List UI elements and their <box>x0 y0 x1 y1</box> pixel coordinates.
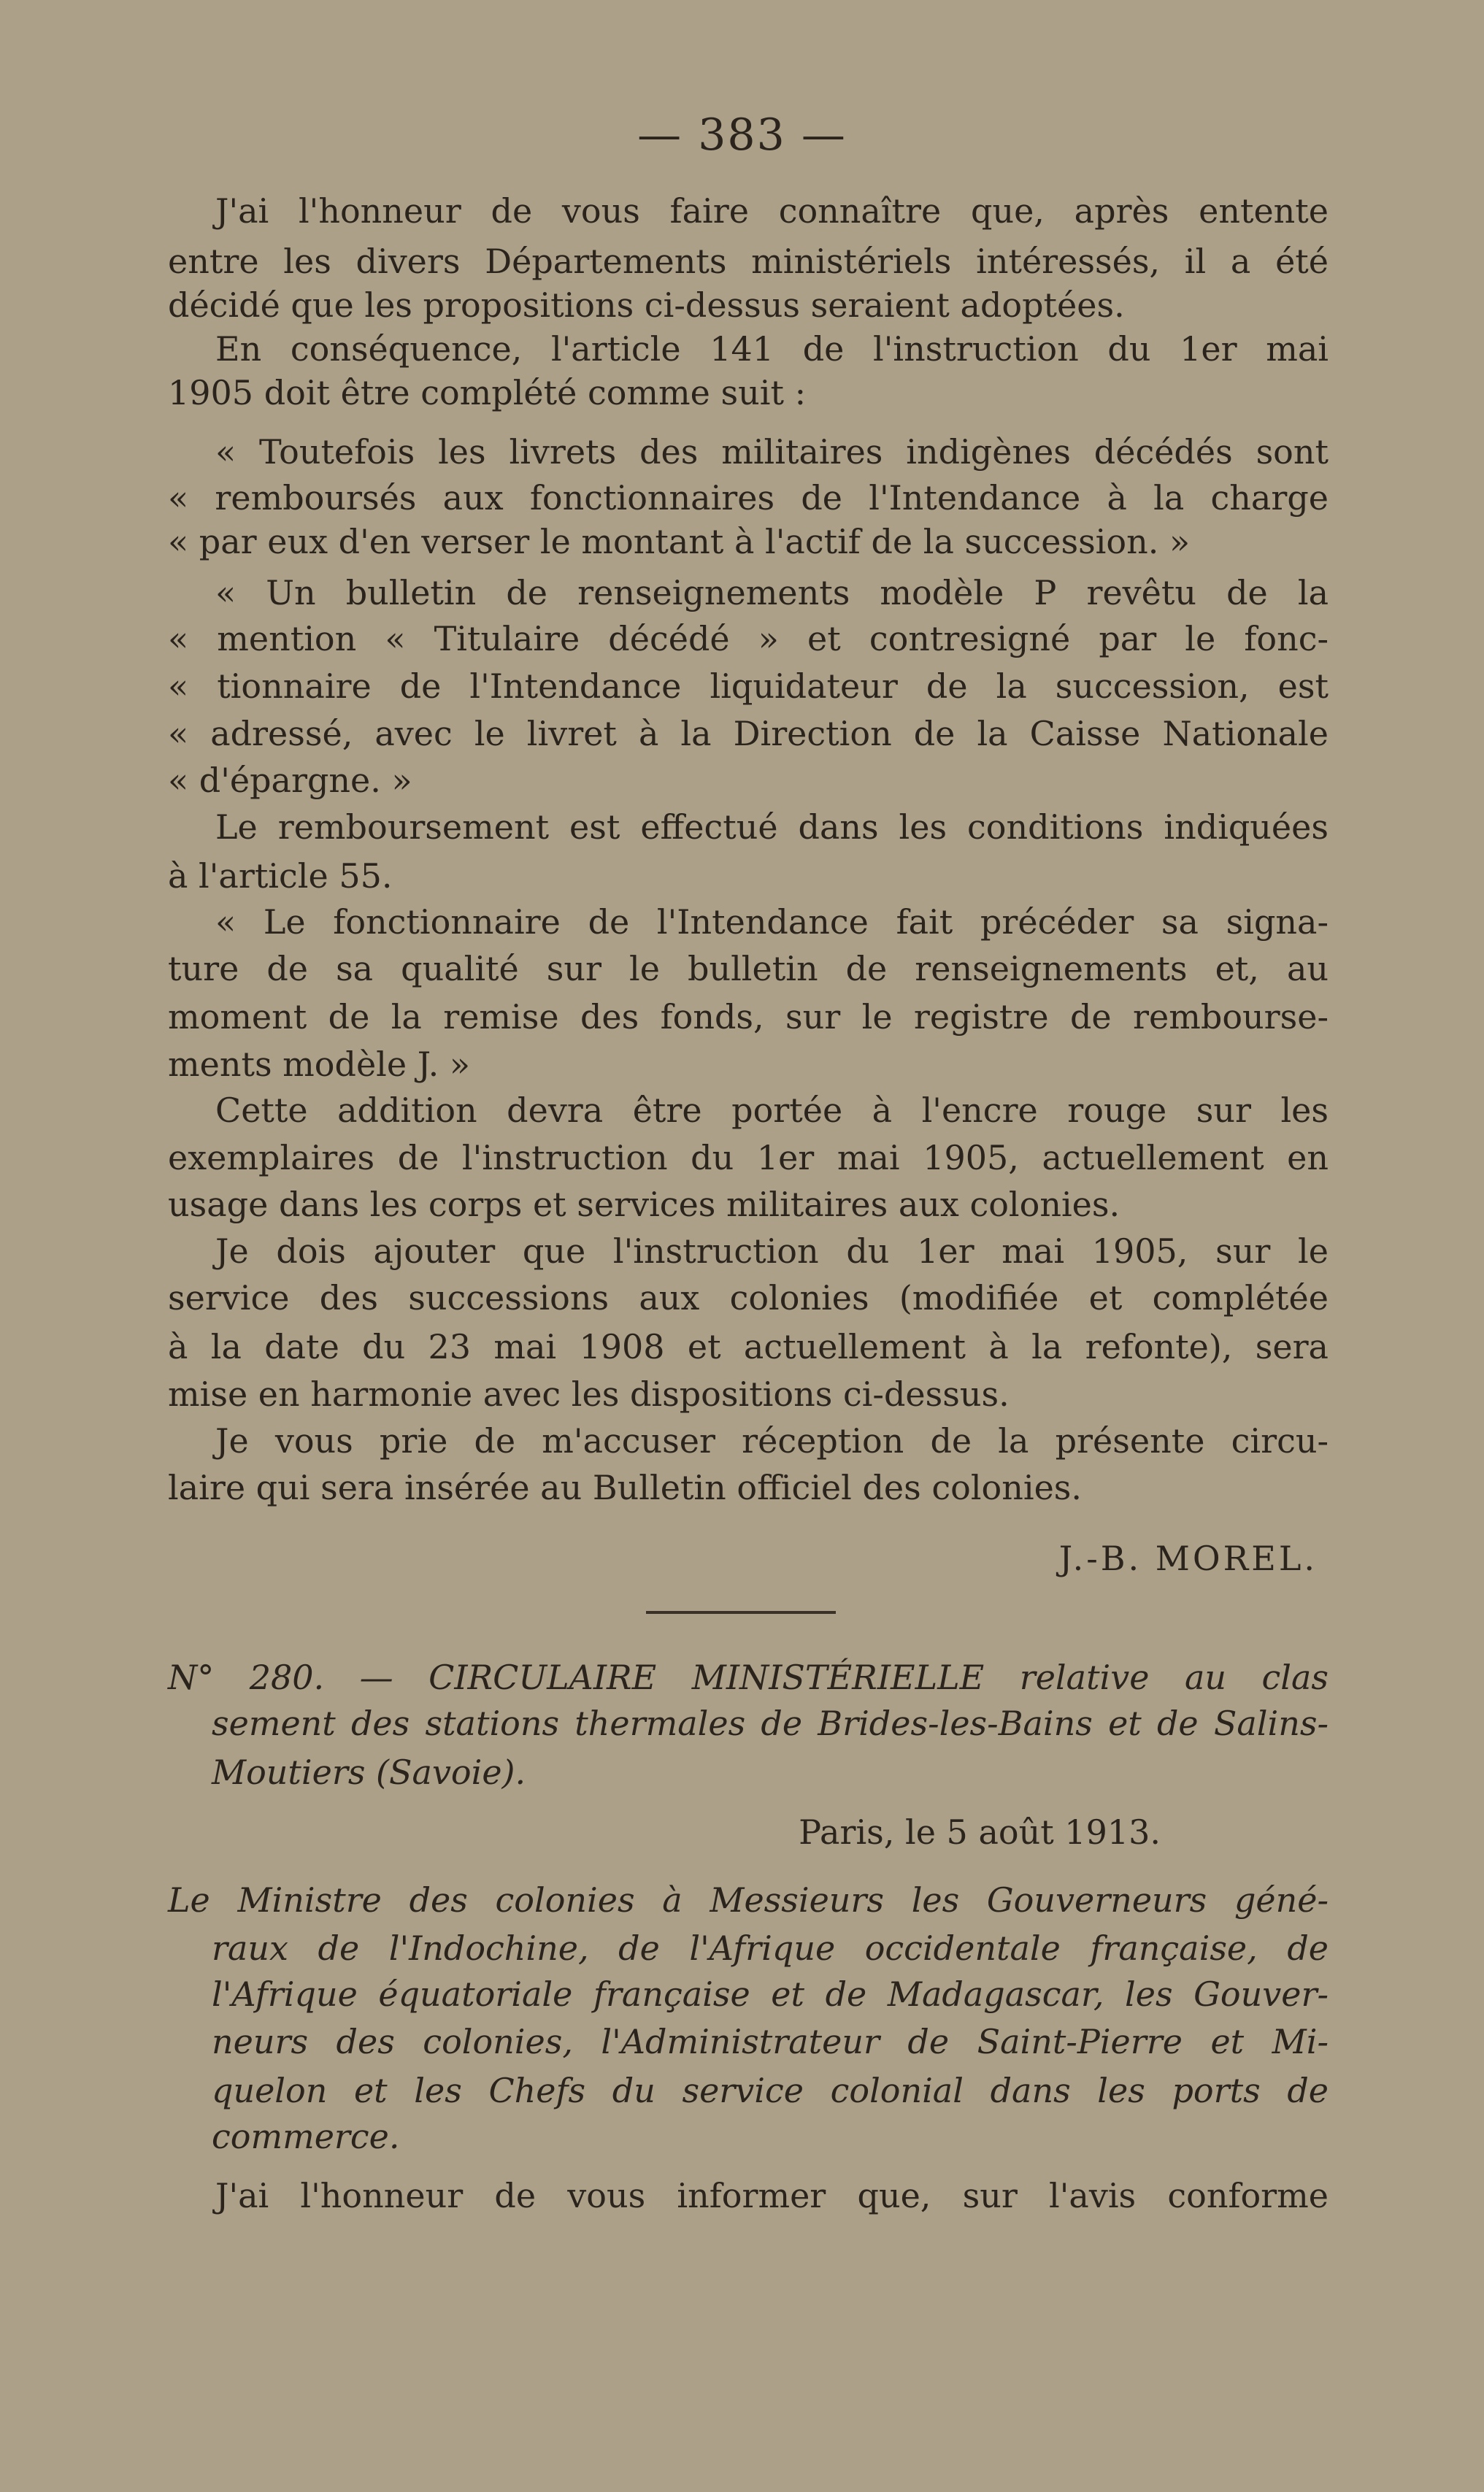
text-line: « adressé, avec le livret à la Direction de la Caisse Nationale <box>168 714 1329 753</box>
text-line: entre les divers Départements ministériels intéressés, il a été <box>168 242 1329 281</box>
address-line: quelon et les Chefs du service colonial dans les ports de <box>212 2071 1329 2110</box>
text-line: « tionnaire de l'Intendance liquidateur de la succession, est <box>168 666 1329 706</box>
text-line: à l'article 55. <box>168 856 393 896</box>
text-line: « Un bulletin de renseignements modèle P revêtu de la <box>215 573 1329 612</box>
text-line: 1905 doit être complété comme suit : <box>168 373 807 412</box>
text-line: Le remboursement est effectué dans les conditions indiquées <box>215 807 1329 847</box>
text-line: « Toutefois les livrets des militaires indigènes décédés sont <box>215 432 1329 472</box>
text-line: « Le fonctionnaire de l'Intendance fait précéder sa signa- <box>215 902 1329 942</box>
text-line: J'ai l'honneur de vous informer que, sur l'avis conforme <box>215 2176 1329 2215</box>
address-line: commerce. <box>212 2117 400 2156</box>
address-line: raux de l'Indochine, de l'Afrique occidentale française, de <box>212 1928 1329 1968</box>
text-line: ments modèle J. » <box>168 1045 470 1084</box>
text-line: laire qui sera insérée au Bulletin officiel des colonies. <box>168 1468 1083 1507</box>
text-line: à la date du 23 mai 1908 et actuellement à la refonte), sera <box>168 1327 1329 1366</box>
text-line: En conséquence, l'article 141 de l'instruction du 1er mai <box>215 329 1329 369</box>
text-line: moment de la remise des fonds, sur le registre de rembourse- <box>168 997 1329 1037</box>
text-line: mise en harmonie avec les dispositions ci-dessus. <box>168 1374 1010 1414</box>
address-line: neurs des colonies, l'Administrateur de Saint-Pierre et Mi- <box>212 2022 1329 2061</box>
circular-heading-line: Moutiers (Savoie). <box>212 1753 526 1792</box>
address-line: Le Ministre des colonies à Messieurs les Gouverneurs géné- <box>168 1880 1329 1920</box>
text-line: « d'épargne. » <box>168 761 412 800</box>
circular-date: Paris, le 5 août 1913. <box>799 1812 1161 1852</box>
text-line: Je dois ajouter que l'instruction du 1er mai 1905, sur le <box>215 1231 1329 1271</box>
text-line: J'ai l'honneur de vous faire connaître que, après entente <box>215 191 1329 231</box>
circular-heading-line: sement des stations thermales de Brides-les-Bains et de Salins- <box>212 1704 1329 1743</box>
signature: J.-B. MOREL. <box>1058 1539 1318 1578</box>
address-line: l'Afrique équatoriale française et de Madagascar, les Gouver- <box>212 1974 1329 2014</box>
text-line: « mention « Titulaire décédé » et contresigné par le fonc- <box>168 619 1329 658</box>
text-line: service des successions aux colonies (modifiée et complétée <box>168 1278 1329 1318</box>
text-line: « remboursés aux fonctionnaires de l'Intendance à la charge <box>168 478 1329 518</box>
text-line: Je vous prie de m'accuser réception de la présente circu- <box>215 1421 1329 1461</box>
page-number: — 383 — <box>637 109 847 161</box>
text-line: décidé que les propositions ci-dessus seraient adoptées. <box>168 285 1125 325</box>
text-line: Cette addition devra être portée à l'encre rouge sur les <box>215 1091 1329 1130</box>
circular-heading-line: N° 280. — CIRCULAIRE MINISTÉRIELLE relative au clas <box>168 1658 1329 1697</box>
section-divider <box>646 1611 836 1614</box>
text-line: ture de sa qualité sur le bulletin de renseignements et, au <box>168 949 1329 988</box>
text-line: « par eux d'en verser le montant à l'actif de la succession. » <box>168 522 1191 561</box>
text-line: exemplaires de l'instruction du 1er mai 1905, actuellement en <box>168 1138 1329 1177</box>
text-line: usage dans les corps et services militaires aux colonies. <box>168 1185 1120 1224</box>
